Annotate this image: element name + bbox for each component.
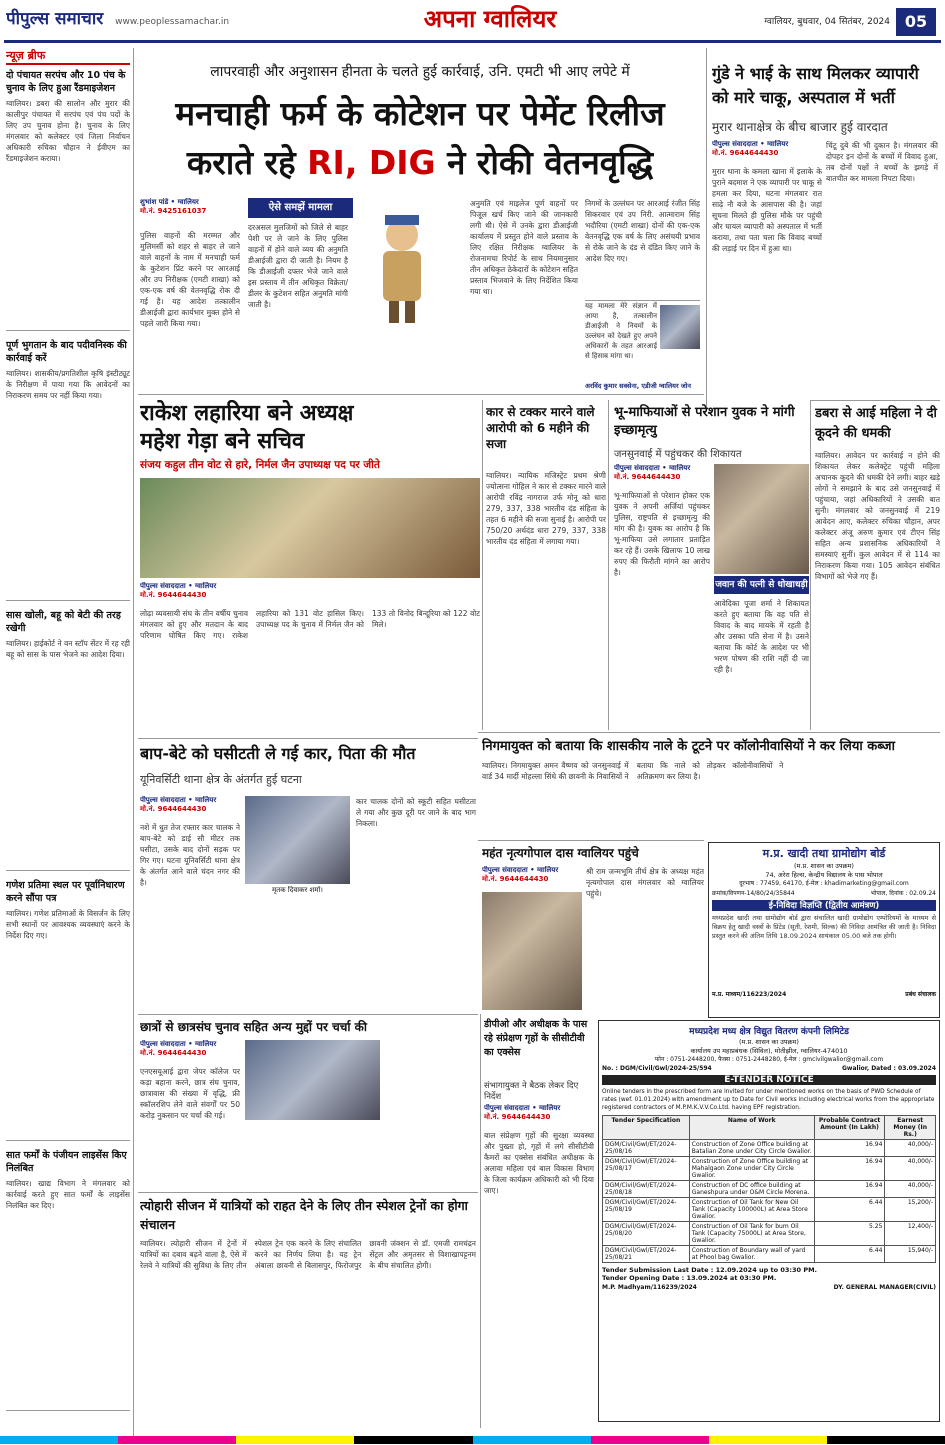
news-brief-body: ग्वालियर। हाईकोर्ट ने वन स्टॉप सेंटर में रह रही बहू को सास के पास भेजने का आदेश दिया। <box>6 639 130 659</box>
knife-body: मुरार थाना के कमला खाना में इलाके के पुराने बदमाश ने एक व्यापारी पर चाकू से हमला कर दिया, घटना मंगलवार रात साढ़े नौ बजे के आसपास की है। जहां सूचना मिलते ही पुलिस मौके पर पहुंची और घायल व्यापारी को अस्पताल में भर्ती कराया, तथा पता चला कि विवाद बच्चों की लड़ाई पर दिन में हुआ था। <box>712 167 822 253</box>
dpo-byline: पीपुल्स संवाददाता • ग्वालियर मो.नं. 9644644430 <box>484 1104 561 1121</box>
mafia-body: भू-माफियाओं से परेशान होकर एक युवक ने अपनी अर्जियां पहुंचकर पुलिस, राष्ट्रपति से इच्छामृत्यु की मांग की है। युवक का आरोप है कि भू-माफिया उसे लगातार प्रताड़ित कर रहे हैं। उसके खिलाफ 10 लाख रुपए की फिरौती मांगने का आरोप है। <box>614 491 710 577</box>
section-title: अपना ग्वालियर <box>423 5 557 33</box>
tender-cell: 15,940/- <box>885 1246 936 1263</box>
tender-row <box>603 1157 936 1181</box>
tender-cell: Construction of Oil Tank for bum Oil Tank (Capacity 75000L) at Area Store, Gwalior. <box>689 1222 814 1246</box>
officer-photo <box>660 305 700 349</box>
news-brief-title: गणेश प्रतिमा स्थल पर पूर्वानिधारण करने सौंपा पत्र <box>6 880 125 904</box>
tender-cell: Construction of Boundary wall of yard at Phool bag Gwalior. <box>689 1246 814 1263</box>
knife-headline: गुंडे ने भाई के साथ मिलकर व्यापारी को मारे चाकू, अस्पताल में भर्ती <box>712 64 919 107</box>
masthead-brand <box>6 6 306 36</box>
divider <box>138 738 478 739</box>
column-divider <box>706 48 707 408</box>
news-brief-body: ग्वालियर। डबरा की सालोन और मुरार की कालीपुर पंचायत में सरपंच एवं पंच पदों के लिए उप चुनाव होना है। चुनाव के लिए मंगलवार को कलेक्टर एवं जिला निर्वाचन अधिकारी रुचिका चौहान ने ईवीएम का रैंडमाइजेशन कराया। <box>6 99 130 163</box>
tender-company: मध्यप्रदेश मध्य क्षेत्र विद्युत वितरण कंपनी लिमिटेड <box>689 1027 849 1037</box>
tender-cell: 40,000/- <box>885 1181 936 1198</box>
lead-quote: यह मामला मेरे संज्ञान में आया है, तत्कालीन डीआईजी ने नियमों के उल्लंघन को देखते हुए अपने अधिकारों के तहत आरआई से हिसाब मांगा था। <box>585 302 657 360</box>
khadi-footer-row <box>712 990 936 998</box>
knife-body2: चिंटू दुबे की भी दुकान है। मंगलवार की दोपहर इन दोनों के बच्चों में विवाद हुआ, तब दोनों पक्षों ने बच्चों के झगड़े में बातचीत कर मामला निपटा दिया। <box>826 141 938 183</box>
lead-byline <box>140 198 240 228</box>
tender-title: E-TENDER NOTICE <box>602 1075 936 1085</box>
tender-cell: 5.25 <box>814 1222 885 1246</box>
khadi-signature: प्रबंध संचालक <box>905 991 936 998</box>
lead-kicker: लापरवाही और अनुशासन हीनता के चलते हुई कार्रवाई, उनि. एमटी भी आए लपेटे में <box>210 64 630 80</box>
tender-company-sub: (म.प्र. शासन का उपक्रम) <box>739 1038 799 1046</box>
dabra-headline: डबरा से आई महिला ने दी कूदने की धमकी <box>815 406 937 441</box>
election-headline: राकेश लहारिया बने अध्यक्ष महेश गेड़ा बने सचिव <box>140 401 354 454</box>
election-subhead: संजय कहुल तीन वोट से हारे, निर्मल जैन उपाध्यक्ष पद पर जीते <box>140 459 380 471</box>
trains-headline: त्योहारी सीजन में यात्रियों को राहत देने के लिए तीन स्पेशल ट्रेनों का होगा संचालन <box>140 1198 468 1232</box>
nigam-body: ग्वालियर। निगमायुक्त अमन वैष्णव को जनसुनवाई में वार्ड 34 मार्दी मोहल्ला सिंधे की छावनी के निवासियों ने बताया कि नाले को तोड़कर कॉलोनीवासियों ने अतिक्रमण कर लिया है। <box>482 761 784 781</box>
tender-footer-row <box>602 1284 936 1291</box>
khadi-date: भोपाल, दिनांक : 02.09.24 <box>870 890 936 897</box>
student-headline: छात्रों से छात्रसंघ चुनाव सहित अन्य मुद्दों पर चर्चा की <box>140 1020 367 1034</box>
brand-website: www.peoplessamachar.in <box>115 17 230 27</box>
tender-cell: DGM/Civil/Gwl/ET/2024-25/08/17 <box>603 1157 690 1181</box>
lead-headline-2a: कराते रहे <box>186 143 296 182</box>
news-brief-title: सात फर्मों के पंजीयन लाइसेंस किए निलंबित <box>6 1150 127 1174</box>
tender-ad <box>598 1020 940 1422</box>
tender-cell: Construction of Zone Office building at Batalian Zone under City Circle Gwalior. <box>689 1140 814 1157</box>
tender-cell: 40,000/- <box>885 1140 936 1157</box>
tender-cell: DGM/Civil/Gwl/ET/2024-25/08/21 <box>603 1246 690 1263</box>
khadi-line2: 74, अरेरा हिल्स, केन्द्रीय विद्यालय के पास भोपाल <box>765 871 883 879</box>
mafia-subhead: जनसुनवाई में पहुंचकर की शिकायत <box>614 449 742 460</box>
tender-cell: DGM/Civil/Gwl/ET/2024-25/08/19 <box>603 1198 690 1222</box>
tender-header-cell: Tender Specification <box>603 1116 690 1140</box>
mahant-headline: महंत नृत्यगोपाल दास ग्वालियर पहुंचे <box>482 846 639 860</box>
page-number: 05 <box>896 8 936 36</box>
tender-row <box>603 1198 936 1222</box>
column-divider <box>608 400 609 730</box>
lead-phone: मो.नं. 9425161037 <box>140 207 207 215</box>
news-brief-body: ग्वालियर। खाद्य विभाग ने मंगलवार को कार्रवाई करते हुए सात फर्मों के लाइसेंस निलंबित कर दिए। <box>6 1179 130 1210</box>
father-son-headline: बाप-बेटे को घसीटती ले गई कार, पिता की मौत <box>140 744 416 763</box>
tender-footer-left: M.P. Madhyam/116239/2024 <box>602 1284 697 1291</box>
divider <box>810 400 940 401</box>
tender-footer-right: DY. GENERAL MANAGER(CIVIL) <box>833 1284 936 1291</box>
tender-cell: 16.94 <box>814 1157 885 1181</box>
election-photo <box>140 478 480 578</box>
tender-cell: 12,400/- <box>885 1222 936 1246</box>
tender-header-cell: Earnest Money (In Rs.) <box>885 1116 936 1140</box>
khadi-notice-title: ई-निविदा विज्ञप्ति (द्वितीय आमंत्रण) <box>712 900 936 911</box>
news-brief-label: न्यूज़ ब्रीफ <box>6 48 130 65</box>
student-byline: पीपुल्स संवाददाता • ग्वालियर मो.नं. 9644644430 <box>140 1040 217 1057</box>
lead-col2-cont <box>340 325 460 390</box>
lead-byline-name: शुभांश पांडे • ग्वालियर <box>140 198 199 206</box>
tender-cell: Construction of DC office building at Ganeshpura under O&M Circle Morena. <box>689 1181 814 1198</box>
tender-row <box>603 1140 936 1157</box>
tender-date: Gwalior, Dated : 03.09.2024 <box>842 1065 936 1072</box>
tender-cell: 6.44 <box>814 1246 885 1263</box>
tender-phone: फोन : 0751-2448200, फैक्स : 0751-2448280, ई-मेल : gmcivilgwalior@gmail.com <box>654 1056 884 1063</box>
tender-row <box>603 1246 936 1263</box>
column-divider <box>482 400 483 730</box>
column-divider <box>133 48 134 1438</box>
mafia-headline: भू-माफियाओं से परेशान युवक ने मांगी इच्छामृत्यु <box>614 405 795 438</box>
news-brief-list <box>6 69 130 1411</box>
accident-headline: कार से टक्कर मारने वाले आरोपी को 6 महीने की सजा <box>486 405 595 451</box>
tender-row <box>603 1222 936 1246</box>
news-brief-item <box>6 609 130 871</box>
news-brief-item <box>6 69 130 331</box>
news-brief-title: दो पंचायत सरपंच और 10 पंच के चुनाव के लिए हुआ रैंडमाइजेशन <box>6 70 126 94</box>
tender-header-cell: Probable Contract Amount (In Lakh) <box>814 1116 885 1140</box>
tender-submission: Tender Submission Last Date : 12.09.2024 up to 03:30 PM. <box>602 1266 818 1274</box>
tender-ref-row <box>602 1065 936 1072</box>
lead-headline-line2 <box>140 140 700 188</box>
tender-row <box>603 1181 936 1198</box>
mahant-body: श्री राम जन्मभूमि तीर्थ क्षेत्र के अध्यक्ष महंत नृत्यगोपाल दास मंगलवार को ग्वालियर पहुंचे। <box>586 867 704 898</box>
divider <box>478 840 704 841</box>
khadi-body: मध्यप्रदेश खादी तथा ग्रामोद्योग बोर्ड द्वारा संचालित खादी ग्रामोद्योग एम्पोरियमों के माध्यम से विक्रय हेतु खादी वस्त्रों के प्रिंटेड (सूती, रेशमी, सिल्क) की निविदा आमंत्रित की जाती है। निविदा प्रस्तुत करने की अंतिम तिथि 18.09.2024 सायंकाल 05.00 बजे तक होगी। <box>712 914 936 940</box>
masthead-rule <box>4 40 941 43</box>
election-byline: पीपुल्स संवाददाता • ग्वालियर मो.नं. 9644644430 <box>140 582 217 599</box>
news-brief-item <box>6 879 130 1141</box>
tender-cell: DGM/Civil/Gwl/ET/2024-25/08/20 <box>603 1222 690 1246</box>
tender-cell: 6.44 <box>814 1198 885 1222</box>
knife-byline: पीपुल्स संवाददाता • ग्वालियर मो.नं. 9644644430 <box>712 140 789 157</box>
khadi-ref: क्रमांक/विपणन-14/80/24/35844 <box>712 890 795 897</box>
father-son-byline: पीपुल्स संवाददाता • ग्वालियर मो.नं. 9644644430 <box>140 796 217 813</box>
father-son-body: नशे में धुत तेज रफ्तार कार चालक ने बाप-बेटे को डाई सौ मीटर तक घसीटा, उसके बाद दोनों सड़क पर गिर गए। घटना यूनिवर्सिटी थाना क्षेत्र के अंतर्गत आने वाले चंदन नगर की है। <box>140 823 240 887</box>
lead-box-label: ऐसे समझें मामला <box>248 198 353 218</box>
news-brief-item <box>6 339 130 601</box>
nigam-headline: निगमायुक्त को बताया कि शासकीय नाले के टूटने पर कॉलोनीवासियों ने कर लिया कब्जा <box>482 739 895 754</box>
news-brief-item <box>6 1149 130 1411</box>
tender-opening: Tender Opening Date : 13.09.2024 at 03:30 PM. <box>602 1274 777 1282</box>
mahant-photo <box>482 892 582 1010</box>
news-brief-title: सास खोली, बहू को बेटी की तरह रखेगी <box>6 610 121 634</box>
mafia-byline: पीपुल्स संवाददाता • ग्वालियर मो.नं. 9644644430 <box>614 464 691 481</box>
lead-col2: दरअसल मुलजिमों को जिले से बाहर पेशी पर ले जाने के लिए पुलिस वाहनों में होने वाले व्यय की अनुमति डीआईजी द्वारा दी जाती है। नियम है कि डीआईजी दफ्तर भेजे जाने वाले इस प्रस्ताव में तीन अधिकृत विक्रेता/डीलर के कुटेशन सहित अनुमति मांगी जाती है। <box>248 223 348 309</box>
mahant-byline: पीपुल्स संवाददाता • ग्वालियर मो.नं. 9644644430 <box>482 866 559 883</box>
victim-photo <box>245 796 350 884</box>
tender-intro: Online tenders in the prescribed form are invited for under mentioned works on the basis of PWD Schedule of rates (wef. 01.01.2024) with amendment up to Date for Civil works including electrical works from the appropriate registered contractors of M.P.M.K.V.V.Co.Ltd. having EPF registration. <box>602 1089 935 1111</box>
dpo-body: बाल संप्रेक्षण गृहों की सुरक्षा व्यवस्था और पुख्ता हो, गृहों में लगे सीसीटीवी कैमरों का एक्सेस संबंधित अधीक्षक के अलावा महिला एवं बाल विकास विभाग के जिला कार्यक्रम अधिकारी को भी दिया जाए। <box>484 1131 594 1195</box>
tender-ref: No. : DGM/Civil/Gwl/2024-25/594 <box>602 1065 712 1072</box>
dpo-subhead: संभागायुक्त ने बैठक लेकर दिए निर्देश <box>484 1081 579 1102</box>
divider <box>478 732 940 733</box>
divider <box>138 1192 478 1193</box>
trains-body: ग्वालियर। त्योहारी सीजन में ट्रेनों में यात्रियों का दबाव बढ़ने वाला है, ऐसे में रेलवे ने यात्रियों की सुविधा के लिए तीन स्पेशल ट्रेन एक करने के लिए संचालित करने का निर्णय लिया है। यह ट्रेन अंबाला छावनी से बिलासपुर, फिरोजपुर छावनी जंक्शन से डॉ. एमजी रामचंद्रन सेंट्रल और अमृतसर से विशाखापट्टनम के बीच संचालित होगी। <box>140 1239 476 1270</box>
lead-headline-line1: मनचाही फर्म के कोटेशन पर पेमेंट रिलीज <box>175 94 665 133</box>
khadi-ref-row <box>712 889 936 897</box>
father-son-body2: कार चालक दोनों को स्कूटी सहित घसीटता ले गया और कुछ दूरी पर जाने के बाद भाग निकला। <box>356 797 476 828</box>
column-divider <box>480 1014 481 1428</box>
news-brief-column <box>6 48 130 1428</box>
lead-quote-box <box>585 300 700 390</box>
mafia-caption: जवान की पत्नी से धोखाधड़ी <box>714 576 809 594</box>
column-divider <box>810 400 811 730</box>
lead-col4: निगमों के उल्लंघन पर आरआई रंजीत सिंह सिकरवार एवं उप निरी. आत्माराम सिंह भदौरिया (एमटी शाखा) दोनों की एक-एक वेतनवृद्धि एक वर्ष के लिए असंचयी प्रभाव से रोके जाने के दंड से दंडित किए जाने के आदेश दिए गए। <box>585 199 700 263</box>
lead-col3: अनुमति एवं माइलेज पूर्ण वाहनों पर पिजूल खर्च किए जाने की जानकारी लगी थी। ऐसे में उनके द्वारा डीआईजी कार्यालय में प्रस्तुत होने वाले प्रस्ताव के लिए रक्षित निरीक्षक ग्वालियर के रोजनामचा रिपोर्ट के साथ नियमानुसार तीन अधिकृत ठेकेदारों के कोटेशन सहित प्रस्ताव भिजवाने के लिए निर्देशित किया गया था। <box>470 199 578 296</box>
color-registration-bar <box>0 1436 945 1444</box>
issue-date: ग्वालियर, बुधवार, 04 सितंबर, 2024 <box>764 17 890 27</box>
student-body-cont <box>245 1124 476 1190</box>
tender-header-cell: Name of Work <box>689 1116 814 1140</box>
tender-cell: Construction of Oil Tank for New Oil Tank (Capacity 100000L) at Area Store Gwalior. <box>689 1198 814 1222</box>
tender-address: कार्यालय उप महाप्रबंधक (सिविल), मोतीझील, ग्वालियर-474010 <box>690 1047 848 1055</box>
tender-table <box>602 1115 936 1263</box>
election-body: लोढ़ा व्यवसायी संघ के तीन वर्षीय चुनाव मंगलवार को हुए और मतदान के बाद परिणाम घोषित किए गए। राकेश लहारिया को 131 वोट हासिल किए। उपाध्यक्ष पद के चुनाव में निर्मल जैन को 133 तो विनोद बिन्दूरिया को 122 वोट मिले। <box>140 609 480 640</box>
dabra-body: ग्वालियर। आवेदन पर कार्रवाई न होने की शिकायत लेकर कलेक्ट्रेट पहुंची महिला अचानक कूदने की धमकी देने लगी। बाहर खड़े लोगों ने समझाने के बाद उसे जनसुनवाई में पहुंचाया, जहां अधिकारियों ने उसकी बात सुनी। मंगलवार को जनसुनवाई में 219 आवेदन आए, कलेक्टर रुचिका चौहान, अपर कलेक्टर अंजू अरुण कुमार एवं टीएन सिंह सहित अन्य प्रशासनिक अधिकारियों ने समस्याएं सुनीं। कुल आवेदन में से 114 का निराकरण किया गया। 105 आवेदन संबंधित विभागों को भेजे गए हैं। <box>815 451 940 581</box>
divider <box>138 394 704 395</box>
dpo-headline: डीपीओ और अधीक्षक के पास रहे संप्रेक्षण गृहों के सीसीटीवी का एक्सेस <box>484 1019 588 1058</box>
khadi-footer: म.प्र. माध्यम/116223/2024 <box>712 991 787 998</box>
mafia-body2: आवेदिका पूजा शर्मा ने शिकायत करते हुए बताया कि वह पति से विवाद के बाद मायके में रहती है और उसका पति सेना में है। उसने बताया कि कोर्ट के आदेश पर भी भरण पोषण की राशि नहीं दी जा रही है। <box>714 599 809 674</box>
khadi-line1: (म.प्र. शासन का उपक्रम) <box>794 862 854 870</box>
divider <box>138 1014 478 1015</box>
tender-cell: Construction of Zone Office building at Mahalgaon Zone under City Circle Gwalior. <box>689 1157 814 1181</box>
news-brief-body: ग्वालियर। शासकीय/प्रगतिशील कृषि इंस्टीट्यूट के निरीक्षण में पाया गया कि आवेदनों का निराकरण समय पर नहीं किया गया। <box>6 369 130 400</box>
lead-col1: पुलिस वाहनों की मरम्मत और मुलिमर्सी को शहर से बाहर ले जाने वाले वाहनों के नाम में मनचाही फर्म के कुटेशन प्रिंट करने पर आरआई और उप निरीक्षक (एमटी शाखा) को एक-एक वर्ष की वेतनवृद्धि रोक दी गई है। यह आदेश तत्कालीन डीआईजी द्वारा कार्यभार मुक्त होने से पहले जारी किया गया। <box>140 231 240 328</box>
tender-cell: 16.94 <box>814 1181 885 1198</box>
news-brief-title: पूर्ण भुगतान के बाद पदीवनिस्क की कार्रवाई करें <box>6 340 127 364</box>
lead-headline-2c: ने रोकी वेतनवृद्धि <box>447 143 654 182</box>
father-son-subhead: यूनिवर्सिटी थाना क्षेत्र के अंतर्गत हुई घटना <box>140 773 302 786</box>
student-photo <box>245 1040 380 1120</box>
tender-cell: 16.94 <box>814 1140 885 1157</box>
tender-cell: DGM/Civil/Gwl/ET/2024-25/08/18 <box>603 1181 690 1198</box>
khadi-line3: दूरभाष : 77459, 64170, ई-मेल : khadimarketing@gmail.com <box>739 880 909 887</box>
tender-cell: 40,000/- <box>885 1157 936 1181</box>
lead-headline-2b: RI, DIG <box>307 143 436 182</box>
khadi-title: म.प्र. खादी तथा ग्रामोद्योग बोर्ड <box>762 847 886 860</box>
news-brief-body: ग्वालियर। गणेश प्रतिमाओं के विसर्जन के लिए सभी स्थानों पर आवश्यक व्यवस्थाएं करने के निर्देश दिए गए। <box>6 909 130 940</box>
mafia-photo <box>714 464 809 574</box>
knife-subhead: मुरार थानाक्षेत्र के बीच बाजार हुई वारदात <box>712 120 888 134</box>
brand-name: पीपुल्स समाचार <box>6 9 104 29</box>
khadi-ad <box>708 842 940 1018</box>
victim-caption: मृतक दिवाकर शर्मा। <box>272 886 323 894</box>
tender-cell: 15,200/- <box>885 1198 936 1222</box>
tender-cell: DGM/Civil/Gwl/ET/2024-25/08/16 <box>603 1140 690 1157</box>
student-body: एनएसयूआई द्वारा जेपर कॉलेज पर कड़ा बहाना करने, छात्र संघ चुनाव, छात्रावास की संख्या में वृद्धि, फ्री स्कॉलरशिप लेने वाले संवर्गों पर 50 करोड़ नुकसान पर चर्चा की गई। <box>140 1067 240 1120</box>
accident-body: ग्वालियर। न्यायिक मजिस्ट्रेट प्रथम श्रेणी ज्योत्सना गोहिल ने कार से टक्कर मारने वाले आरोपी रविंद्र नागराज उर्फ मोनू को धारा 279, 337, 338 भारतीय दंड संहिता के तहत 6 महीने की सजा सुनाई है। आरोपी पर 750/20 अर्थदंड धारा 279, 337, 338 भारतीय दंड संहिता में लगाया गया। <box>486 471 606 546</box>
lead-quote-author: अरविंद कुमार सक्सेना, एडीजी ग्वालियर जोन <box>585 382 691 390</box>
police-illustration <box>355 205 450 325</box>
